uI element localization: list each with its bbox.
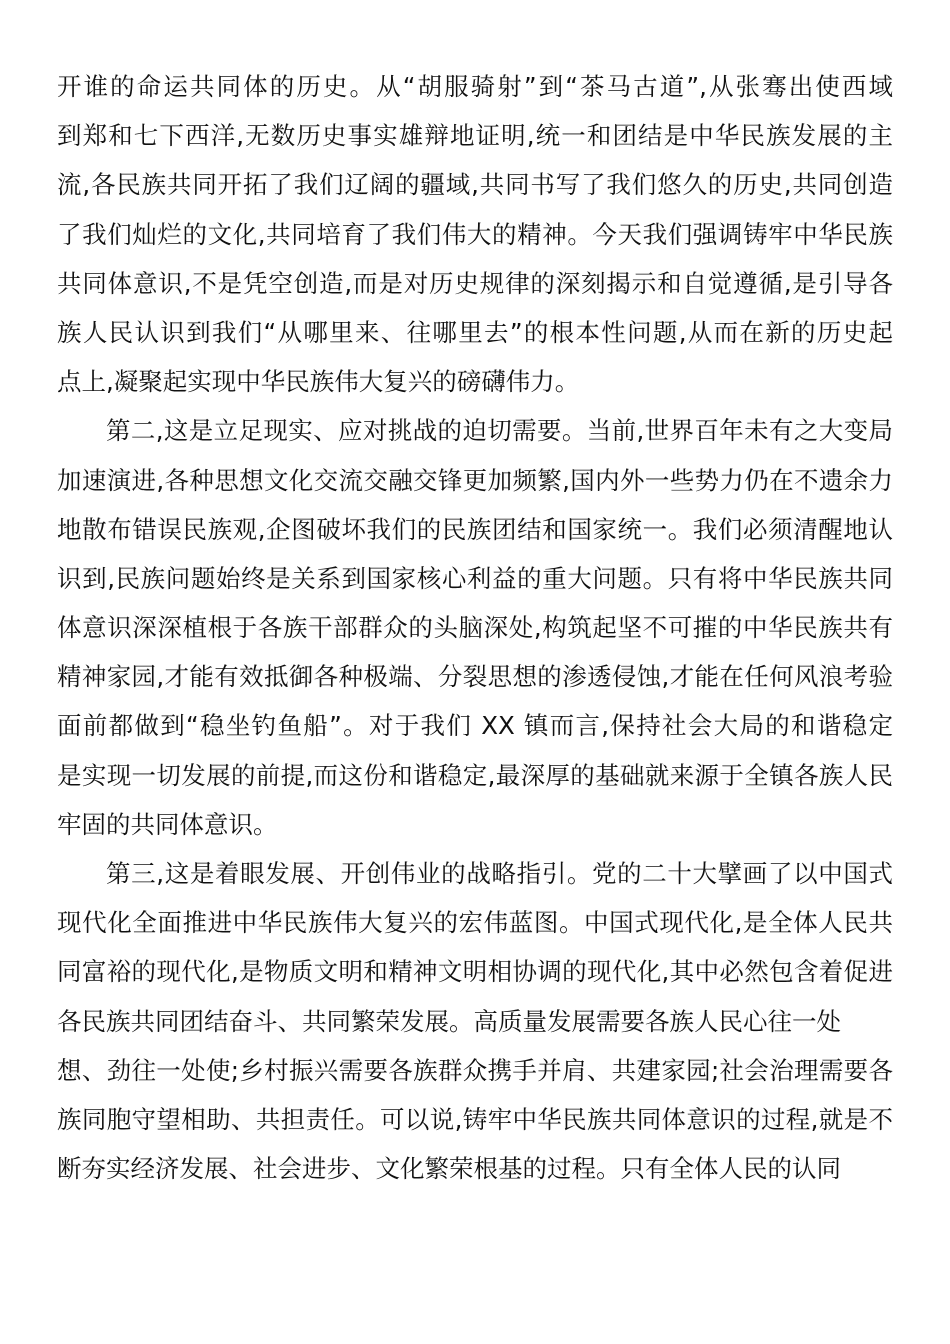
- text-line: 流,各民族共同开拓了我们辽阔的疆域,共同书写了我们悠久的历史,共同创造: [57, 170, 893, 200]
- text-line: 地散布错误民族观,企图破坏我们的民族团结和国家统一。我们必须清醒地认: [57, 514, 893, 544]
- text-line: 各民族共同团结奋斗、共同繁荣发展。高质量发展需要各族人民心往一处: [57, 1006, 841, 1036]
- paragraph-start-line: 第三,这是着眼发展、开创伟业的战略指引。党的二十大擘画了以中国式: [106, 859, 893, 888]
- text-line: 是实现一切发展的前提,而这份和谐稳定,最深厚的基础就来源于全镇各族人民: [57, 760, 893, 790]
- text-line: 族同胞守望相助、共担责任。可以说,铸牢中华民族共同体意识的过程,就是不: [57, 1104, 893, 1134]
- text-line: 面前都做到“稳坐钓鱼船”。对于我们 XX 镇而言,保持社会大局的和谐稳定: [57, 711, 893, 741]
- text-line: 精神家园,才能有效抵御各种极端、分裂思想的渗透侵蚀,才能在任何风浪考验: [57, 662, 893, 692]
- text-line: 了我们灿烂的文化,共同培育了我们伟大的精神。今天我们强调铸牢中华民族: [57, 219, 893, 249]
- text-line: 点上,凝聚起实现中华民族伟大复兴的磅礴伟力。: [57, 367, 580, 397]
- text-line: 开谁的命运共同体的历史。从“胡服骑射”到“茶马古道”,从张骞出使西域: [57, 72, 893, 101]
- text-line: 体意识深深植根于各族干部群众的头脑深处,构筑起坚不可摧的中华民族共有: [57, 613, 893, 643]
- text-line: 断夯实经济发展、社会进步、文化繁荣根基的过程。只有全体人民的认同: [57, 1154, 841, 1184]
- text-line: 同富裕的现代化,是物质文明和精神文明相协调的现代化,其中必然包含着促进: [57, 957, 893, 987]
- paragraph-start-line: 第二,这是立足现实、应对挑战的迫切需要。当前,世界百年未有之大变局: [106, 416, 893, 446]
- text-line: 到郑和七下西洋,无数历史事实雄辩地证明,统一和团结是中华民族发展的主: [57, 121, 893, 151]
- text-line: 加速演进,各种思想文化交流交融交锋更加频繁,国内外一些势力仍在不遗余力: [57, 465, 893, 495]
- text-line: 想、劲往一处使;乡村振兴需要各族群众携手并肩、共建家园;社会治理需要各: [57, 1055, 893, 1085]
- text-line: 现代化全面推进中华民族伟大复兴的宏伟蓝图。中国式现代化,是全体人民共: [57, 908, 893, 938]
- text-line: 识到,民族问题始终是关系到国家核心利益的重大问题。只有将中华民族共同: [57, 563, 893, 593]
- text-line: 族人民认识到我们“从哪里来、往哪里去”的根本性问题,从而在新的历史起: [57, 317, 893, 347]
- text-line: 共同体意识,不是凭空创造,而是对历史规律的深刻揭示和自觉遵循,是引导各: [57, 268, 893, 298]
- body-text: [57, 62, 893, 1193]
- text-line: 牢固的共同体意识。: [57, 809, 278, 839]
